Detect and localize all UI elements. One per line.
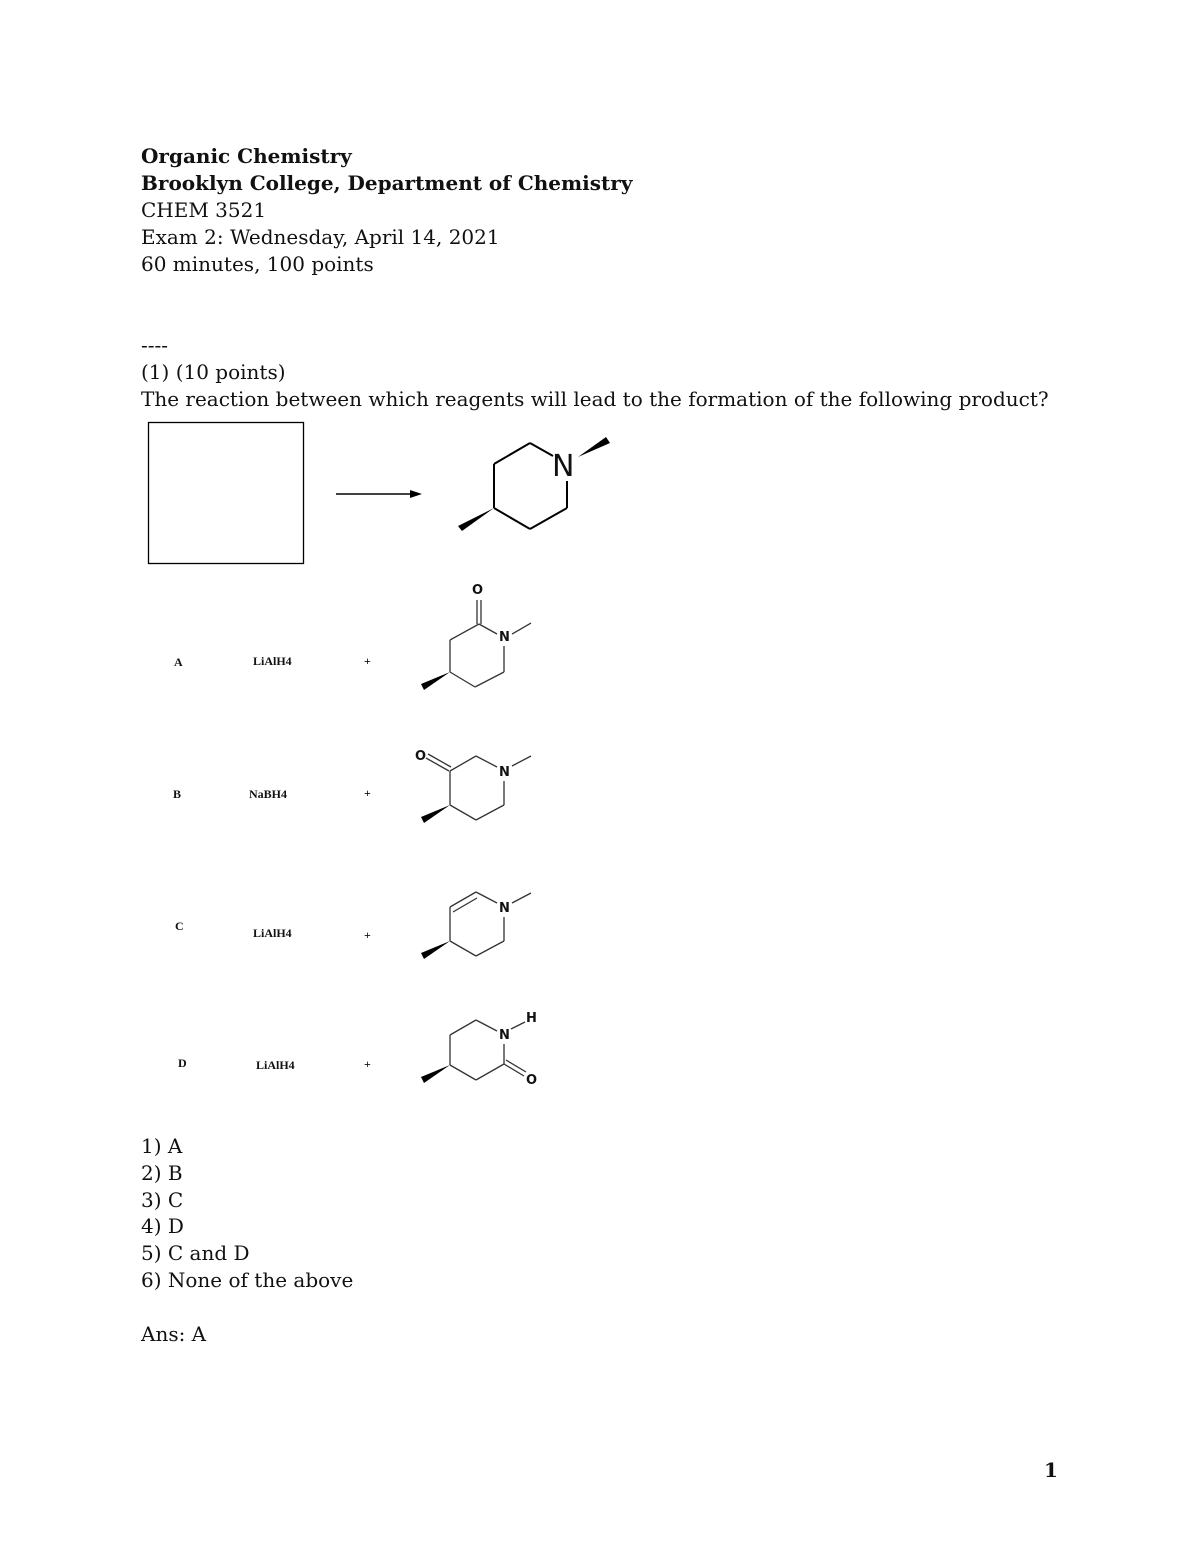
option-d-plus: + bbox=[364, 1057, 371, 1071]
option-d-nitrogen: N bbox=[499, 1028, 510, 1043]
option-b-oxygen: O bbox=[415, 749, 427, 764]
choice-2: 2) B bbox=[141, 1161, 183, 1185]
product-nitrogen-label: N bbox=[552, 449, 575, 484]
option-b-nitrogen: N bbox=[499, 765, 510, 780]
structure-b bbox=[421, 754, 531, 823]
option-a-plus: + bbox=[364, 654, 371, 668]
option-c-plus: + bbox=[364, 928, 371, 942]
course-title: Organic Chemistry bbox=[141, 144, 352, 168]
reaction-arrow bbox=[336, 490, 422, 498]
option-c-reagent: LiAlH4 bbox=[253, 926, 292, 940]
answer: Ans: A bbox=[141, 1322, 207, 1346]
option-a-letter: A bbox=[174, 655, 183, 669]
question-points: (1) (10 points) bbox=[141, 360, 286, 384]
question-prompt: The reaction between which reagents will lead to the formation of the following product? bbox=[141, 387, 1049, 411]
choice-4: 4) D bbox=[141, 1214, 184, 1238]
exam-duration: 60 minutes, 100 points bbox=[141, 252, 374, 276]
option-b-letter: B bbox=[173, 787, 182, 801]
option-b-plus: + bbox=[364, 786, 371, 800]
structure-c bbox=[421, 892, 531, 959]
option-d-reagent: LiAlH4 bbox=[256, 1058, 295, 1072]
choice-3: 3) C bbox=[141, 1188, 184, 1212]
option-a-reagent: LiAlH4 bbox=[253, 654, 292, 668]
option-c-nitrogen: N bbox=[499, 901, 510, 916]
option-a-oxygen: O bbox=[472, 583, 484, 598]
structure-d bbox=[421, 1020, 526, 1083]
option-d-oxygen: O bbox=[526, 1073, 538, 1088]
choice-1: 1) A bbox=[141, 1134, 183, 1158]
page-number: 1 bbox=[1044, 1458, 1058, 1482]
department-title: Brooklyn College, Department of Chemistry bbox=[141, 171, 633, 195]
option-a-nitrogen: N bbox=[499, 630, 510, 645]
course-code: CHEM 3521 bbox=[141, 198, 267, 222]
option-d-hydrogen: H bbox=[526, 1011, 537, 1026]
choice-6: 6) None of the above bbox=[141, 1268, 354, 1292]
option-b-reagent: NaBH4 bbox=[249, 787, 288, 801]
choice-5: 5) C and D bbox=[141, 1241, 250, 1265]
option-d-letter: D bbox=[178, 1056, 187, 1070]
separator: ---- bbox=[141, 333, 169, 357]
exam-date: Exam 2: Wednesday, April 14, 2021 bbox=[141, 225, 500, 249]
reactant-box bbox=[149, 423, 304, 564]
product-structure bbox=[458, 437, 610, 531]
structure-a bbox=[421, 600, 531, 690]
option-c-letter: C bbox=[175, 919, 184, 933]
